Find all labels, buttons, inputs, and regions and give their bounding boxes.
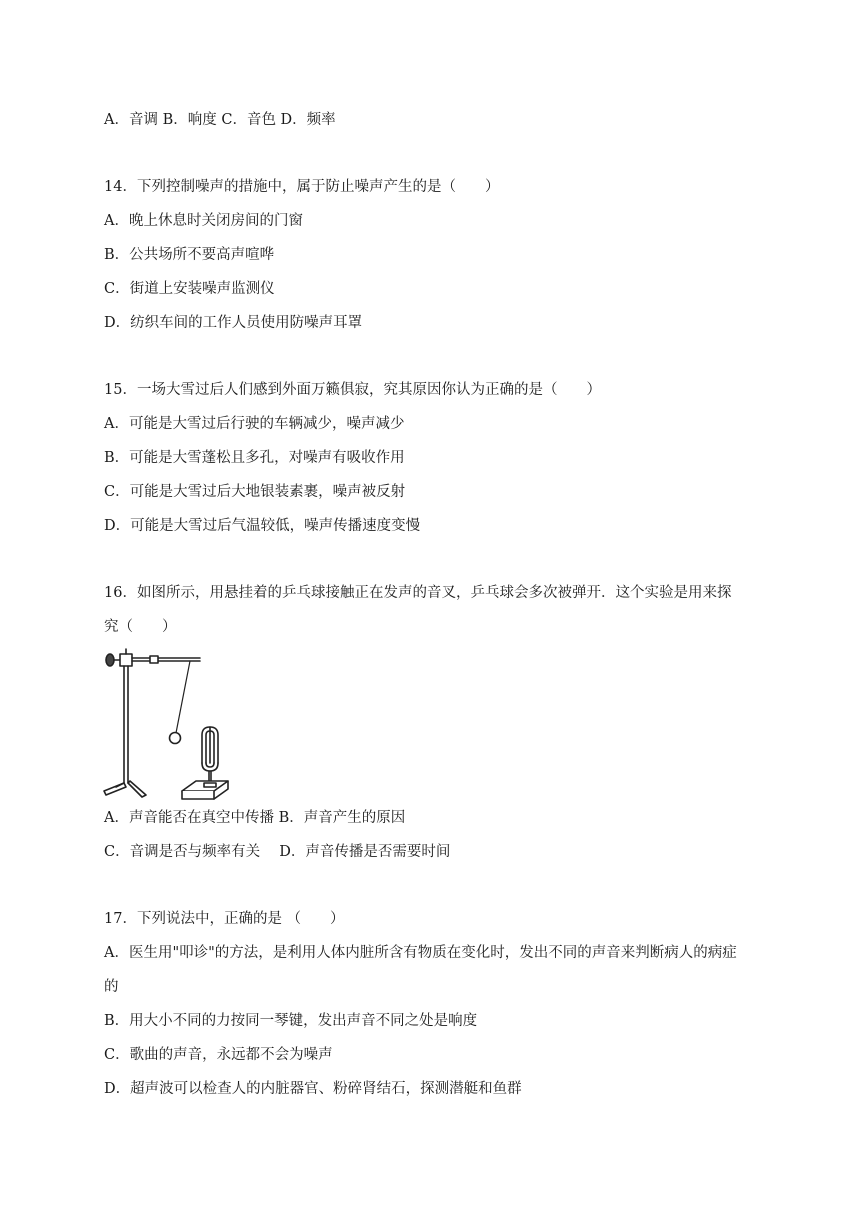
q15-option-a: A．可能是大雪过后行驶的车辆减少，噪声减少 <box>104 416 405 432</box>
q15-option-d: D．可能是大雪过后气温较低，噪声传播速度变慢 <box>104 518 421 534</box>
q16-stem-line2: 究（ ） <box>104 619 177 635</box>
q15-option-c: C．可能是大雪过后大地银装素裹，噪声被反射 <box>104 484 406 500</box>
q13-options: A．音调 B．响度 C．音色 D．频率 <box>104 112 336 128</box>
q14-option-c: C．街道上安装噪声监测仪 <box>104 281 275 297</box>
q16-options-line2: C．音调是否与频率有关 D．声音传播是否需要时间 <box>104 844 451 860</box>
q17-option-a-line2: 的 <box>104 979 119 995</box>
q14-option-d: D．纺织车间的工作人员使用防噪声耳罩 <box>104 315 363 331</box>
q17-option-b: B．用大小不同的力按同一琴键，发出声音不同之处是响度 <box>104 1013 478 1029</box>
q17-option-d: D．超声波可以检查人的内脏器官、粉碎肾结石，探测潜艇和鱼群 <box>104 1081 522 1097</box>
q17-stem: 17．下列说法中，正确的是 （ ） <box>104 911 345 927</box>
q17-option-a-line1: A．医生用"叩诊"的方法，是利用人体内脏所含有物质在变化时，发出不同的声音来判断病人的病症 <box>104 945 737 961</box>
q17-option-c: C．歌曲的声音，永远都不会为噪声 <box>104 1047 333 1063</box>
q14-option-a: A．晚上休息时关闭房间的门窗 <box>104 213 303 229</box>
q14-option-b: B．公共场所不要高声喧哗 <box>104 247 275 263</box>
pendulum-tuning-fork-diagram <box>102 645 232 803</box>
pendulum-tuning-fork-icon <box>102 645 232 803</box>
q14-stem: 14．下列控制噪声的措施中，属于防止噪声产生的是（ ） <box>104 179 500 195</box>
q16-options-line1: A．声音能否在真空中传播 B．声音产生的原因 <box>104 810 406 826</box>
q15-option-b: B．可能是大雪蓬松且多孔，对噪声有吸收作用 <box>104 450 405 466</box>
q15-stem: 15．一场大雪过后人们感到外面万籁俱寂，究其原因你认为正确的是（ ） <box>104 382 601 398</box>
q16-stem-line1: 16．如图所示，用悬挂着的乒乓球接触正在发声的音叉，乒乓球会多次被弹开．这个实验是用来探 <box>104 585 732 601</box>
